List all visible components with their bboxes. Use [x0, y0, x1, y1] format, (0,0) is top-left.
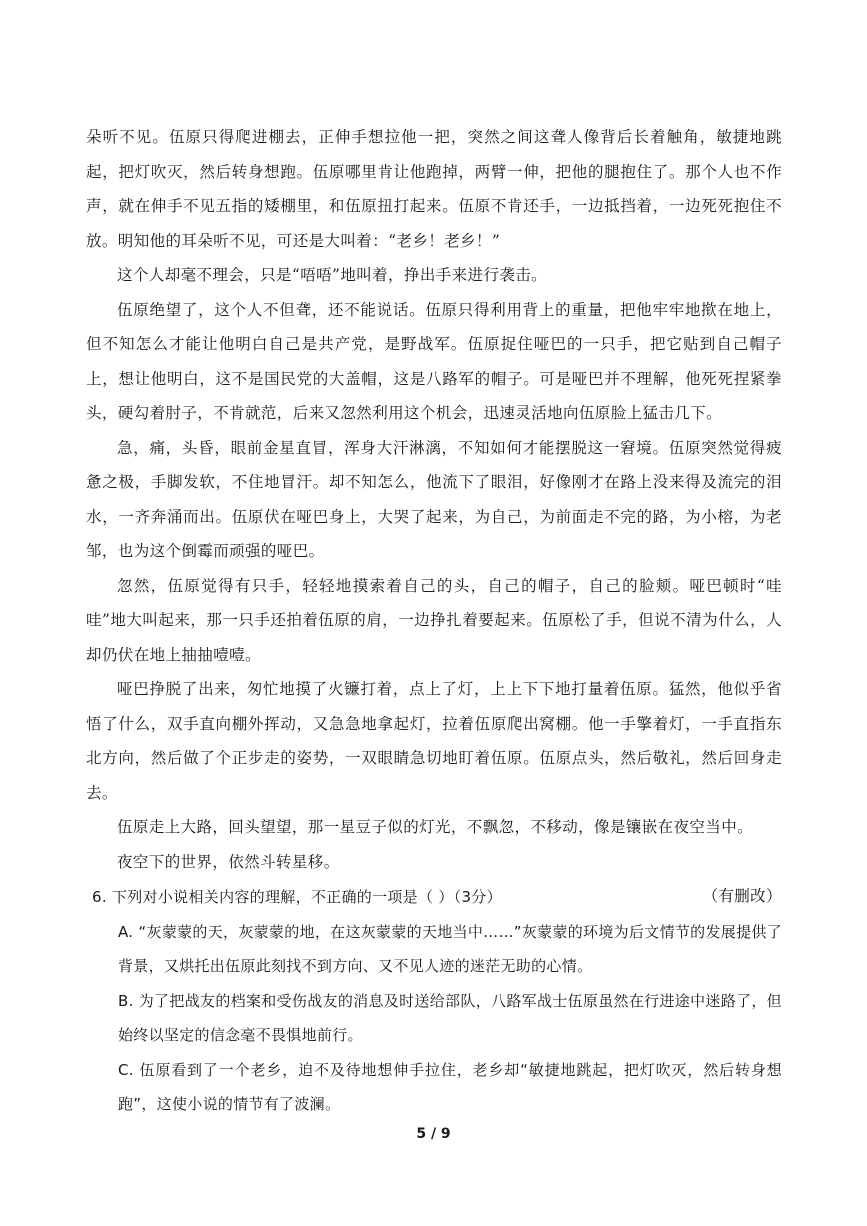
story-paragraph-3: 伍原绝望了，这个人不但聋，还不能说话。伍原只得利用背上的重量，把他牢牢地揿在地上，但不知怎么才能让他明白自己是共产党，是野战军。伍原捉住哑巴的一只手，把它贴到自己帽子上，想让他明白，这不是国民党的大盖帽，这是八路军的帽子。可是哑巴并不理解，他死死捏紧拳头，硬勾着肘子，不肯就范，后来又忽然利用这个机会，迅速灵活地向伍原脸上猛击几下。: [86, 300, 782, 422]
edit-note: （有删改）: [702, 887, 782, 905]
option-b: B. 为了把战友的档案和受伤战友的消息及时送给部队，八路军战士伍原虽然在行进途中迷路了，但始终以坚定的信念毫不畏惧地前行。: [118, 991, 782, 1044]
story-paragraph-4: 急，痛，头昏，眼前金星直冒，浑身大汗淋漓，不知如何才能摆脱这一窘境。伍原突然觉得疲惫之极，手脚发软，不住地冒汗。却不知怎么，他流下了眼泪，好像刚才在路上没来得及流完的泪水，一齐奔涌而出。伍原伏在哑巴身上，大哭了起来，为自己，为前面走不完的路，为小榕，为老邹，也为这个倒霉而顽强的哑巴。: [86, 438, 782, 560]
question-stem: 6. 下列对小说相关内容的理解，不正确的一项是（ ）（3分）: [92, 888, 502, 906]
story-paragraph-2: 这个人却毫不理会，只是“唔唔”地叫着，挣出手来进行袭击。: [117, 266, 548, 284]
story-paragraph-6: 哑巴挣脱了出来，匆忙地摸了火镰打着，点上了灯，上上下下地打量着伍原。猛然，他似乎省悟了什么，双手直向棚外挥动，又急急地拿起灯，拉着伍原爬出窝棚。他一手擎着灯，一手直指东北方向，然后做了个正步走的姿势，一双眼睛急切地盯着伍原。伍原点头，然后敬礼，然后回身走去。: [86, 680, 782, 802]
question-6: [92, 880, 782, 1122]
option-c: C. 伍原看到了一个老乡，迫不及待地想伸手拉住，老乡却“敏捷地跳起，把灯吹灭，然后转身想跑”，这使小说的情节有了波澜。: [118, 1060, 782, 1113]
story-paragraph-5: 忽然，伍原觉得有只手，轻轻地摸索着自己的头，自己的帽子，自己的脸颊。哑巴顿时“哇哇”地大叫起来，那一只手还拍着伍原的肩，一边挣扎着要起来。伍原松了手，但说不清为什么，人却仍伏在地上抽抽噎噎。: [86, 576, 782, 664]
story-paragraph-8: 夜空下的世界，依然斗转星移。: [117, 852, 340, 871]
option-a: A. “灰蒙蒙的天，灰蒙蒙的地，在这灰蒙蒙的天地当中……”灰蒙蒙的环境为后文情节的发展提供了背景，又烘托出伍原此刻找不到方向、又不见人迹的迷茫无助的心情。: [118, 922, 782, 975]
page-number: 5 / 9: [416, 1126, 451, 1142]
story-paragraph-7: 伍原走上大路，回头望望，那一星豆子似的灯光，不飘忽，不移动，像是镶嵌在夜空当中。: [117, 818, 754, 836]
story-text: [86, 120, 782, 914]
story-paragraph-1: 朵听不见。伍原只得爬进棚去，正伸手想拉他一把，突然之间这聋人像背后长着触角，敏捷地跳起，把灯吹灭，然后转身想跑。伍原哪里肯让他跑掉，两臂一伸，把他的腿抱住了。那个人也不作声，就在伸手不见五指的矮棚里，和伍原扭打起来。伍原不肯还手，一边抵挡着，一边死死抱住不放。明知他的耳朵听不见，可还是大叫着：“老乡！老乡！”: [86, 128, 782, 250]
